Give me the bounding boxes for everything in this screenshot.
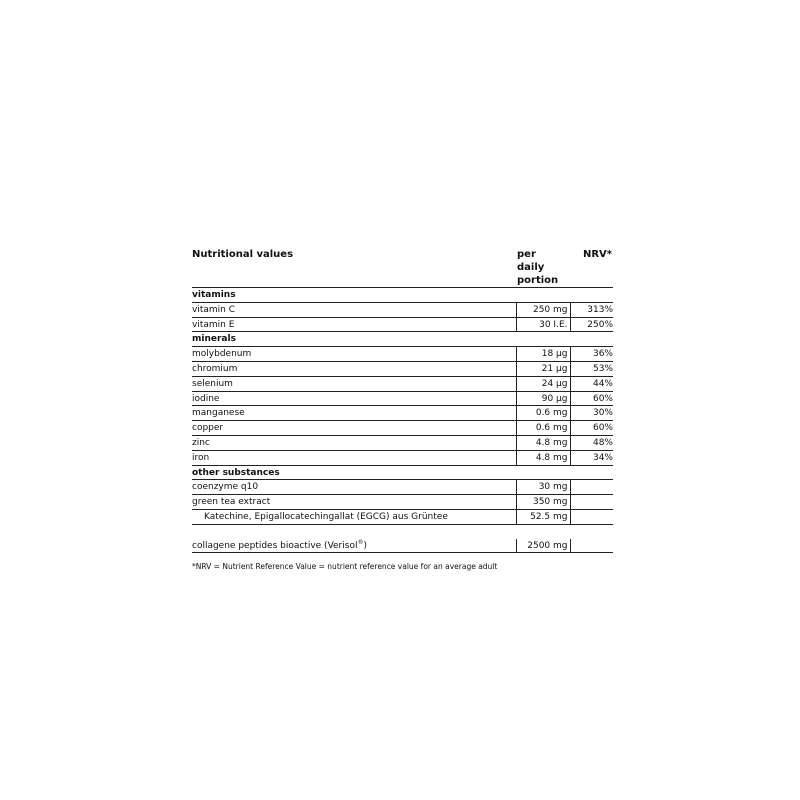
spacer-row (192, 524, 613, 538)
nutrient-amount: 52.5 mg (516, 509, 570, 524)
nutrient-nrv (570, 495, 613, 510)
nutrient-amount: 18 µg (516, 347, 570, 362)
nutrient-name: molybdenum (192, 347, 516, 362)
nutrient-amount: 30 mg (516, 480, 570, 495)
nutrient-amount: 4.8 mg (516, 450, 570, 465)
table-row (192, 495, 613, 510)
nutrient-nrv: 250% (570, 317, 613, 332)
table-row (192, 302, 613, 317)
table-title: Nutritional values (192, 247, 516, 288)
nutrient-amount: 350 mg (516, 495, 570, 510)
nutrient-nrv (570, 480, 613, 495)
nutrient-nrv: 48% (570, 435, 613, 450)
collagen-name-text: collagene peptides bioactive (Verisol (192, 540, 358, 551)
section-row-other-substances (192, 465, 613, 480)
table-row (192, 361, 613, 376)
table-header-row (192, 247, 613, 288)
table-row (192, 347, 613, 362)
per-line-2: daily (517, 262, 545, 273)
collagen-name-close: ) (363, 540, 367, 551)
table-row (192, 435, 613, 450)
footnote: *NRV = Nutrient Reference Value = nutrient reference value for an average adult (192, 562, 498, 572)
nrv-header: NRV* (570, 247, 613, 288)
nutrient-name-sub: Katechine, Epigallocatechingallat (EGCG) aus Grüntee (192, 509, 516, 524)
collagen-amount: 2500 mg (516, 539, 570, 553)
section-title-vitamins: vitamins (192, 288, 613, 303)
table-row (192, 450, 613, 465)
per-daily-portion-header (516, 247, 570, 288)
nutrient-nrv: 34% (570, 450, 613, 465)
nutrient-amount: 21 µg (516, 361, 570, 376)
nutrient-name: selenium (192, 376, 516, 391)
table-row (192, 509, 613, 524)
section-row-minerals (192, 332, 613, 347)
nutrient-name: green tea extract (192, 495, 516, 510)
nutrient-amount: 30 I.E. (516, 317, 570, 332)
nutrient-nrv: 313% (570, 302, 613, 317)
nutrient-amount: 90 µg (516, 391, 570, 406)
nutrient-nrv: 36% (570, 347, 613, 362)
nutrient-name: manganese (192, 406, 516, 421)
table-row (192, 376, 613, 391)
nutrient-amount: 4.8 mg (516, 435, 570, 450)
nutrient-name: chromium (192, 361, 516, 376)
section-title-minerals: minerals (192, 332, 613, 347)
nutrient-amount: 0.6 mg (516, 406, 570, 421)
nutrition-table (192, 247, 613, 553)
nutrient-name: coenzyme q10 (192, 480, 516, 495)
table-row (192, 421, 613, 436)
nutrient-amount: 24 µg (516, 376, 570, 391)
nutrient-nrv: 30% (570, 406, 613, 421)
table-row (192, 406, 613, 421)
registered-mark: ® (357, 538, 364, 546)
table-row (192, 317, 613, 332)
nutrient-nrv: 60% (570, 421, 613, 436)
section-title-other-substances: other substances (192, 465, 613, 480)
nutrient-name: iron (192, 450, 516, 465)
nutrient-amount: 250 mg (516, 302, 570, 317)
nutrient-nrv: 60% (570, 391, 613, 406)
nutrient-nrv (570, 509, 613, 524)
nutrition-panel (192, 247, 613, 572)
collagen-nrv (570, 539, 613, 553)
table-row (192, 480, 613, 495)
collagen-name (192, 539, 516, 553)
spacer-cell (192, 524, 613, 538)
per-line-1: per (517, 249, 536, 260)
nutrient-amount: 0.6 mg (516, 421, 570, 436)
nutrient-name: vitamin E (192, 317, 516, 332)
nutrient-nrv: 44% (570, 376, 613, 391)
nutrient-nrv: 53% (570, 361, 613, 376)
nutrient-name: vitamin C (192, 302, 516, 317)
collagen-row (192, 539, 613, 553)
nutrient-name: zinc (192, 435, 516, 450)
per-line-3: portion (517, 275, 559, 286)
nutrient-name: copper (192, 421, 516, 436)
section-row-vitamins (192, 288, 613, 303)
nutrient-name: iodine (192, 391, 516, 406)
table-row (192, 391, 613, 406)
